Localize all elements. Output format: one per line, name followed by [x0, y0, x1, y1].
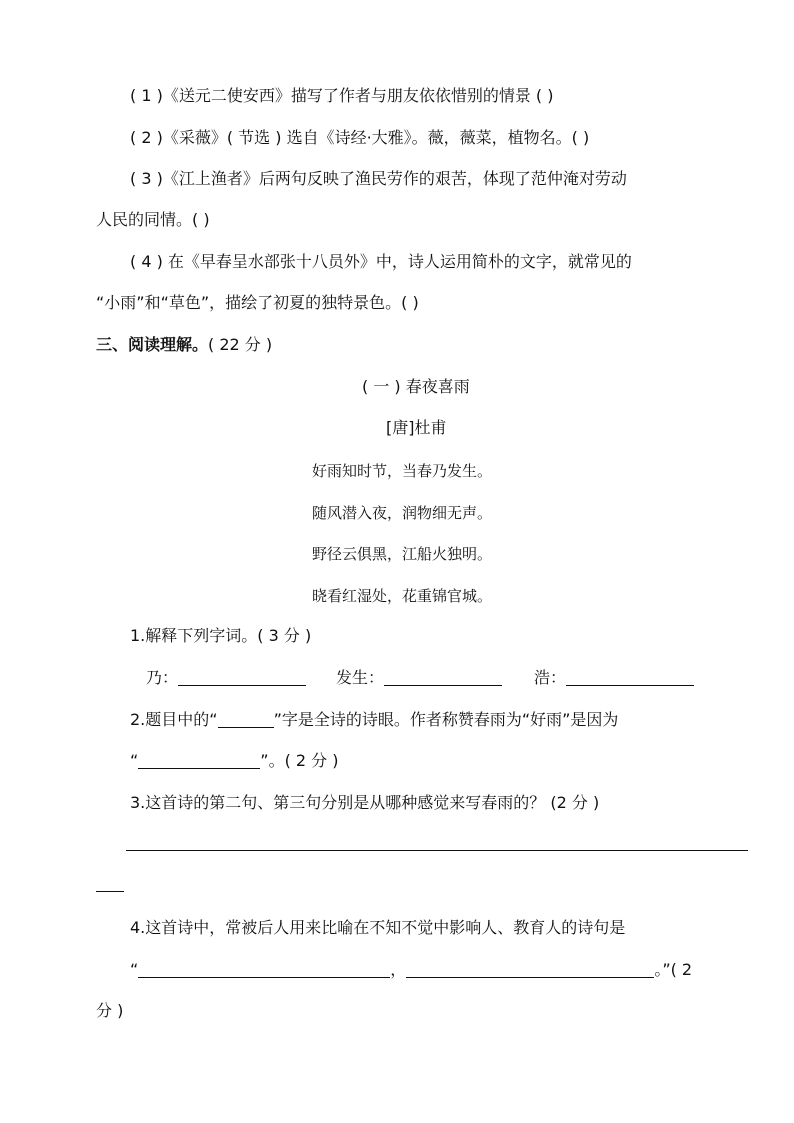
poem-author: [唐]杜甫: [386, 418, 447, 437]
question-4-line-2: [130, 960, 692, 980]
poem-line-1: 好雨知时节，当春乃发生。: [312, 462, 493, 480]
question-2-line-2: [130, 751, 339, 771]
question-2-line-1: [130, 710, 618, 730]
q4-end: 。”( 2: [654, 960, 693, 979]
judge-item-3-line-2: 人民的同情。( ): [96, 210, 210, 229]
q4-open-quote: “: [130, 960, 139, 979]
q4-comma: ，: [390, 960, 407, 979]
judge-item-2: ( 2 )《采薇》( 节选 ) 选自《诗经·大雅》。薇，薇菜，植物名。( ): [130, 128, 590, 147]
answer-blank-good-rain-reason[interactable]: [138, 752, 260, 769]
word-3-label: 浩：: [534, 668, 567, 687]
answer-line-q3-overflow[interactable]: [96, 891, 124, 892]
judge-item-4-line-1: ( 4 ) 在《早春呈水部张十八员外》中，诗人运用简朴的文字，就常见的: [130, 252, 632, 271]
question-4-line-1: 4.这首诗中，常被后人用来比喻在不知不觉中影响人、教育人的诗句是: [130, 918, 626, 937]
judge-item-4-line-2: “小雨”和“草色”，描绘了初夏的独特景色。( ): [96, 293, 419, 312]
word-2-label: 发生：: [336, 668, 385, 687]
judge-item-3-line-1: ( 3 )《江上渔者》后两句反映了渔民劳作的艰苦，体现了范仲淹对劳动: [130, 169, 627, 188]
section-3-title: 三、阅读理解。: [96, 335, 209, 354]
q2-text-post: ”字是全诗的诗眼。作者称赞春雨为“好雨”是因为: [273, 710, 619, 729]
q2-open-quote: “: [130, 751, 139, 770]
section-3-heading: [96, 335, 272, 355]
answer-blank-verse-1[interactable]: [138, 961, 390, 978]
poem-line-4: 晓看红湿处，花重锦官城。: [312, 587, 493, 605]
answer-blank-word-2[interactable]: [384, 669, 502, 686]
poem-line-2: 随风潜入夜，润物细无声。: [312, 504, 493, 522]
question-4-line-3: 分 ): [96, 1001, 124, 1020]
q2-text-pre: 2.题目中的“: [130, 710, 218, 729]
poem-title: ( 一 ) 春夜喜雨: [362, 377, 470, 396]
poem-line-3: 野径云俱黑，江船火独明。: [312, 545, 493, 563]
question-1-answers: [146, 668, 694, 688]
answer-line-q3[interactable]: [126, 850, 748, 851]
judge-item-1: ( 1 )《送元二使安西》描写了作者与朋友依依惜别的情景 ( ): [130, 86, 554, 105]
answer-blank-word-3[interactable]: [566, 669, 694, 686]
question-3: 3.这首诗的第二句、第三句分别是从哪种感觉来写春雨的？ (2 分 ): [130, 793, 600, 812]
question-1: 1.解释下列字词。( 3 分 ): [130, 626, 312, 645]
answer-blank-word-1[interactable]: [178, 669, 306, 686]
answer-blank-verse-2[interactable]: [406, 961, 654, 978]
q2-score: ”。( 2 分 ): [260, 751, 339, 770]
word-1-label: 乃：: [146, 668, 179, 687]
section-3-score: ( 22 分 ): [208, 335, 273, 354]
answer-blank-poem-eye[interactable]: [218, 711, 274, 728]
